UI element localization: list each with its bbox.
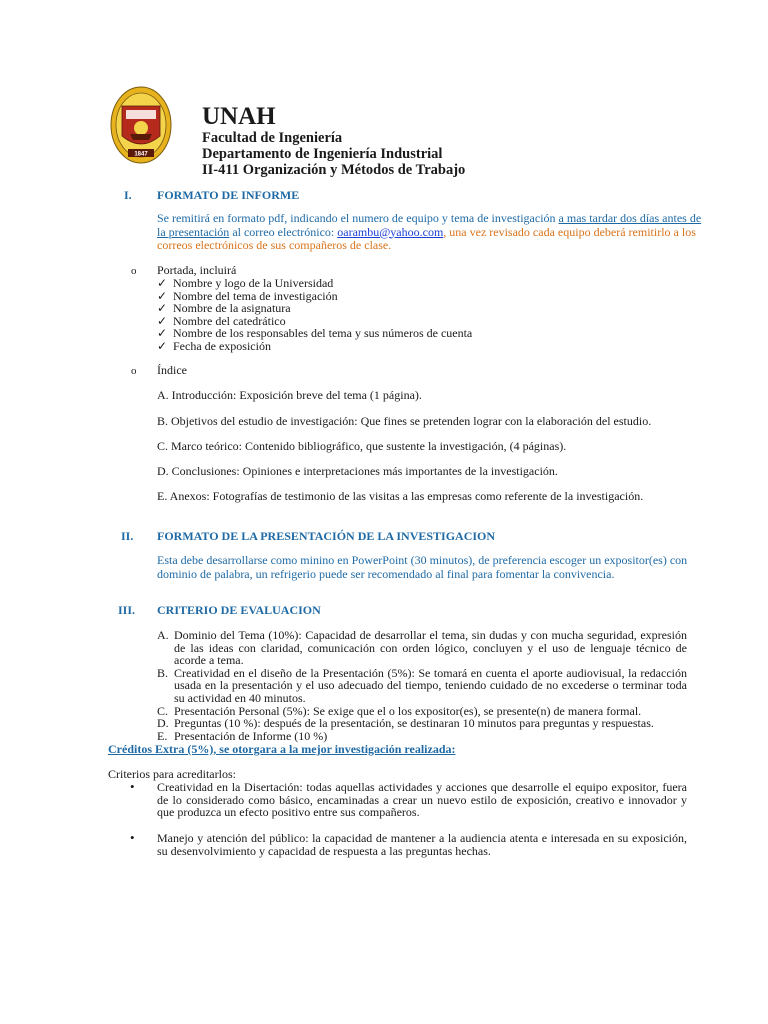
- criteria-item-d: [157, 717, 687, 730]
- criteria-item-a: [157, 629, 687, 667]
- bullet-index: o: [131, 365, 137, 377]
- checkmark-icon: ✓: [157, 276, 168, 290]
- seal-year: 1847: [134, 151, 148, 158]
- intro-text-d: correos electrónicos de sus compañeros de clase.: [157, 238, 392, 252]
- criteria-text: Presentación de Informe (10 %): [174, 728, 328, 743]
- intro-text-b: al correo electrónico:: [229, 224, 338, 239]
- extra-bullet-1: [130, 781, 687, 819]
- email-link[interactable]: oarambu@yahoo.com: [337, 224, 444, 239]
- bullet-icon: •: [130, 830, 135, 845]
- extra-credit-title: Créditos Extra (5%), se otorgara a la mejor investigación realizada:: [108, 742, 456, 756]
- section-3-number: III.: [118, 603, 136, 617]
- checkmark-icon: ✓: [157, 301, 168, 316]
- checkmark-icon: ✓: [157, 313, 168, 328]
- cover-label: Portada, incluirá: [157, 263, 237, 277]
- checkmark-icon: ✓: [157, 326, 168, 341]
- index-item-c: C. Marco teórico: Contenido bibliográfico, que sustente la investigación, (4 páginas).: [157, 439, 567, 453]
- bullet-text: Creatividad en la Disertación: todas aquellas actividades y acciones que desarrolle el equipo expositor, fuera de lo considerado como básico, encaminadas a crear un nuevo estilo de exposición, creativo e innovador y que produzca un efecto positivo entre sus compañeros.: [157, 780, 687, 820]
- intro-text-a: Se remitirá en formato pdf, indicando el numero de equipo y tema de investigación: [157, 211, 559, 225]
- criteria-label: E.: [157, 728, 168, 743]
- criteria-item-e: [157, 730, 687, 743]
- department-name: Departamento de Ingeniería Industrial: [202, 146, 443, 162]
- cover-item-text: Nombre de los responsables del tema y sus números de cuenta: [173, 326, 473, 341]
- cover-item-text: Nombre y logo de la Universidad: [173, 276, 334, 290]
- checkmark-icon: ✓: [157, 288, 168, 303]
- evaluation-criteria-list: [157, 629, 687, 742]
- course-name: II-411 Organización y Métodos de Trabajo: [202, 162, 466, 178]
- bullet-text: Manejo y atención del público: la capacidad de mantener a la audiencia atenta e interesada en su exposición, su desenvolvimiento y capacidad de respuesta a las preguntas hechas.: [157, 831, 687, 858]
- criteria-label: D.: [157, 716, 169, 731]
- criteria-label: B.: [157, 665, 169, 680]
- section-2-number: II.: [121, 529, 134, 543]
- section-2-title: FORMATO DE LA PRESENTACIÓN DE LA INVESTIGACION: [157, 529, 496, 543]
- criteria-text: Dominio del Tema (10%): Capacidad de desarrollar el tema, sin dudas y con mucha seguridad, expresión de las ideas con claridad, comunicación con orden lógico, concluyen y el uso de lenguaje técnico de acorde a tema.: [174, 628, 687, 668]
- index-item-d: D. Conclusiones: Opiniones e interpretaciones más importantes de la investigación.: [157, 464, 558, 478]
- section-2-text-line-1: Esta debe desarrollarse como minino en PowerPoint (30 minutos), de preferencia escoger un expositor(es) con: [157, 553, 688, 567]
- criteria-label: A.: [157, 628, 169, 642]
- section-1-title: FORMATO DE INFORME: [157, 188, 300, 202]
- criteria-item-b: [157, 667, 687, 705]
- index-item-a: A. Introducción: Exposición breve del tema (1 página).: [157, 388, 422, 402]
- bullet-icon: •: [130, 779, 135, 794]
- intro-deadline-1: a mas tardar dos días antes de: [558, 211, 702, 225]
- criteria-text: Presentación Personal (5%): Se exige que el o los expositor(es), se presente(n) de manera formal.: [174, 703, 642, 718]
- university-name: UNAH: [202, 103, 276, 130]
- section-3-title: CRITERIO DE EVALUACION: [157, 603, 321, 617]
- index-item-b: B. Objetivos del estudio de investigación: Que fines se pretenden lograr con la elaboración del estudio.: [157, 414, 652, 428]
- criteria-text: Creatividad en el diseño de la Presentación (5%): Se tomará en cuenta el aporte audiovisual, la redacción usada en la presentación y el uso adecuado del tiempo, teniendo cuidado de no excederse o terminar toda su actividad en 40 minutos.: [174, 665, 687, 705]
- document-header: [202, 104, 465, 178]
- intro-text-c: , una vez revisado cada equipo deberá remitirlo a los: [443, 224, 696, 239]
- criteria-label: Criterios para acreditarlos:: [108, 767, 236, 781]
- cover-checklist: [157, 277, 472, 353]
- faculty-name: Facultad de Ingeniería: [202, 130, 343, 146]
- cover-item-text: Fecha de exposición: [173, 338, 271, 353]
- criteria-label: C.: [157, 703, 169, 718]
- section-2-text: [157, 554, 687, 581]
- section-1-intro: [157, 211, 702, 253]
- section-1-number: I.: [124, 188, 132, 202]
- list-item: [157, 340, 472, 353]
- university-seal-logo: [110, 86, 172, 164]
- checkmark-icon: ✓: [157, 338, 168, 353]
- section-2-text-line-2: dominio de palabra, un refrigerio puede ser recomendado al final para fomentar la convivencia.: [157, 566, 615, 581]
- bullet-cover: o: [131, 265, 137, 277]
- extra-bullet-2: [130, 832, 687, 857]
- index-item-e: E. Anexos: Fotografías de testimonio de las visitas a las empresas como referente de la investigación.: [157, 489, 644, 503]
- intro-deadline-2: la presentación: [157, 224, 230, 239]
- cover-item-text: Nombre de la asignatura: [173, 301, 291, 316]
- cover-item-text: Nombre del tema de investigación: [173, 288, 338, 303]
- index-label: Índice: [157, 363, 187, 377]
- criteria-text: Preguntas (10 %): después de la presentación, se destinaran 10 minutos para preguntas y respuestas.: [174, 716, 654, 731]
- cover-item-text: Nombre del catedrático: [173, 313, 286, 328]
